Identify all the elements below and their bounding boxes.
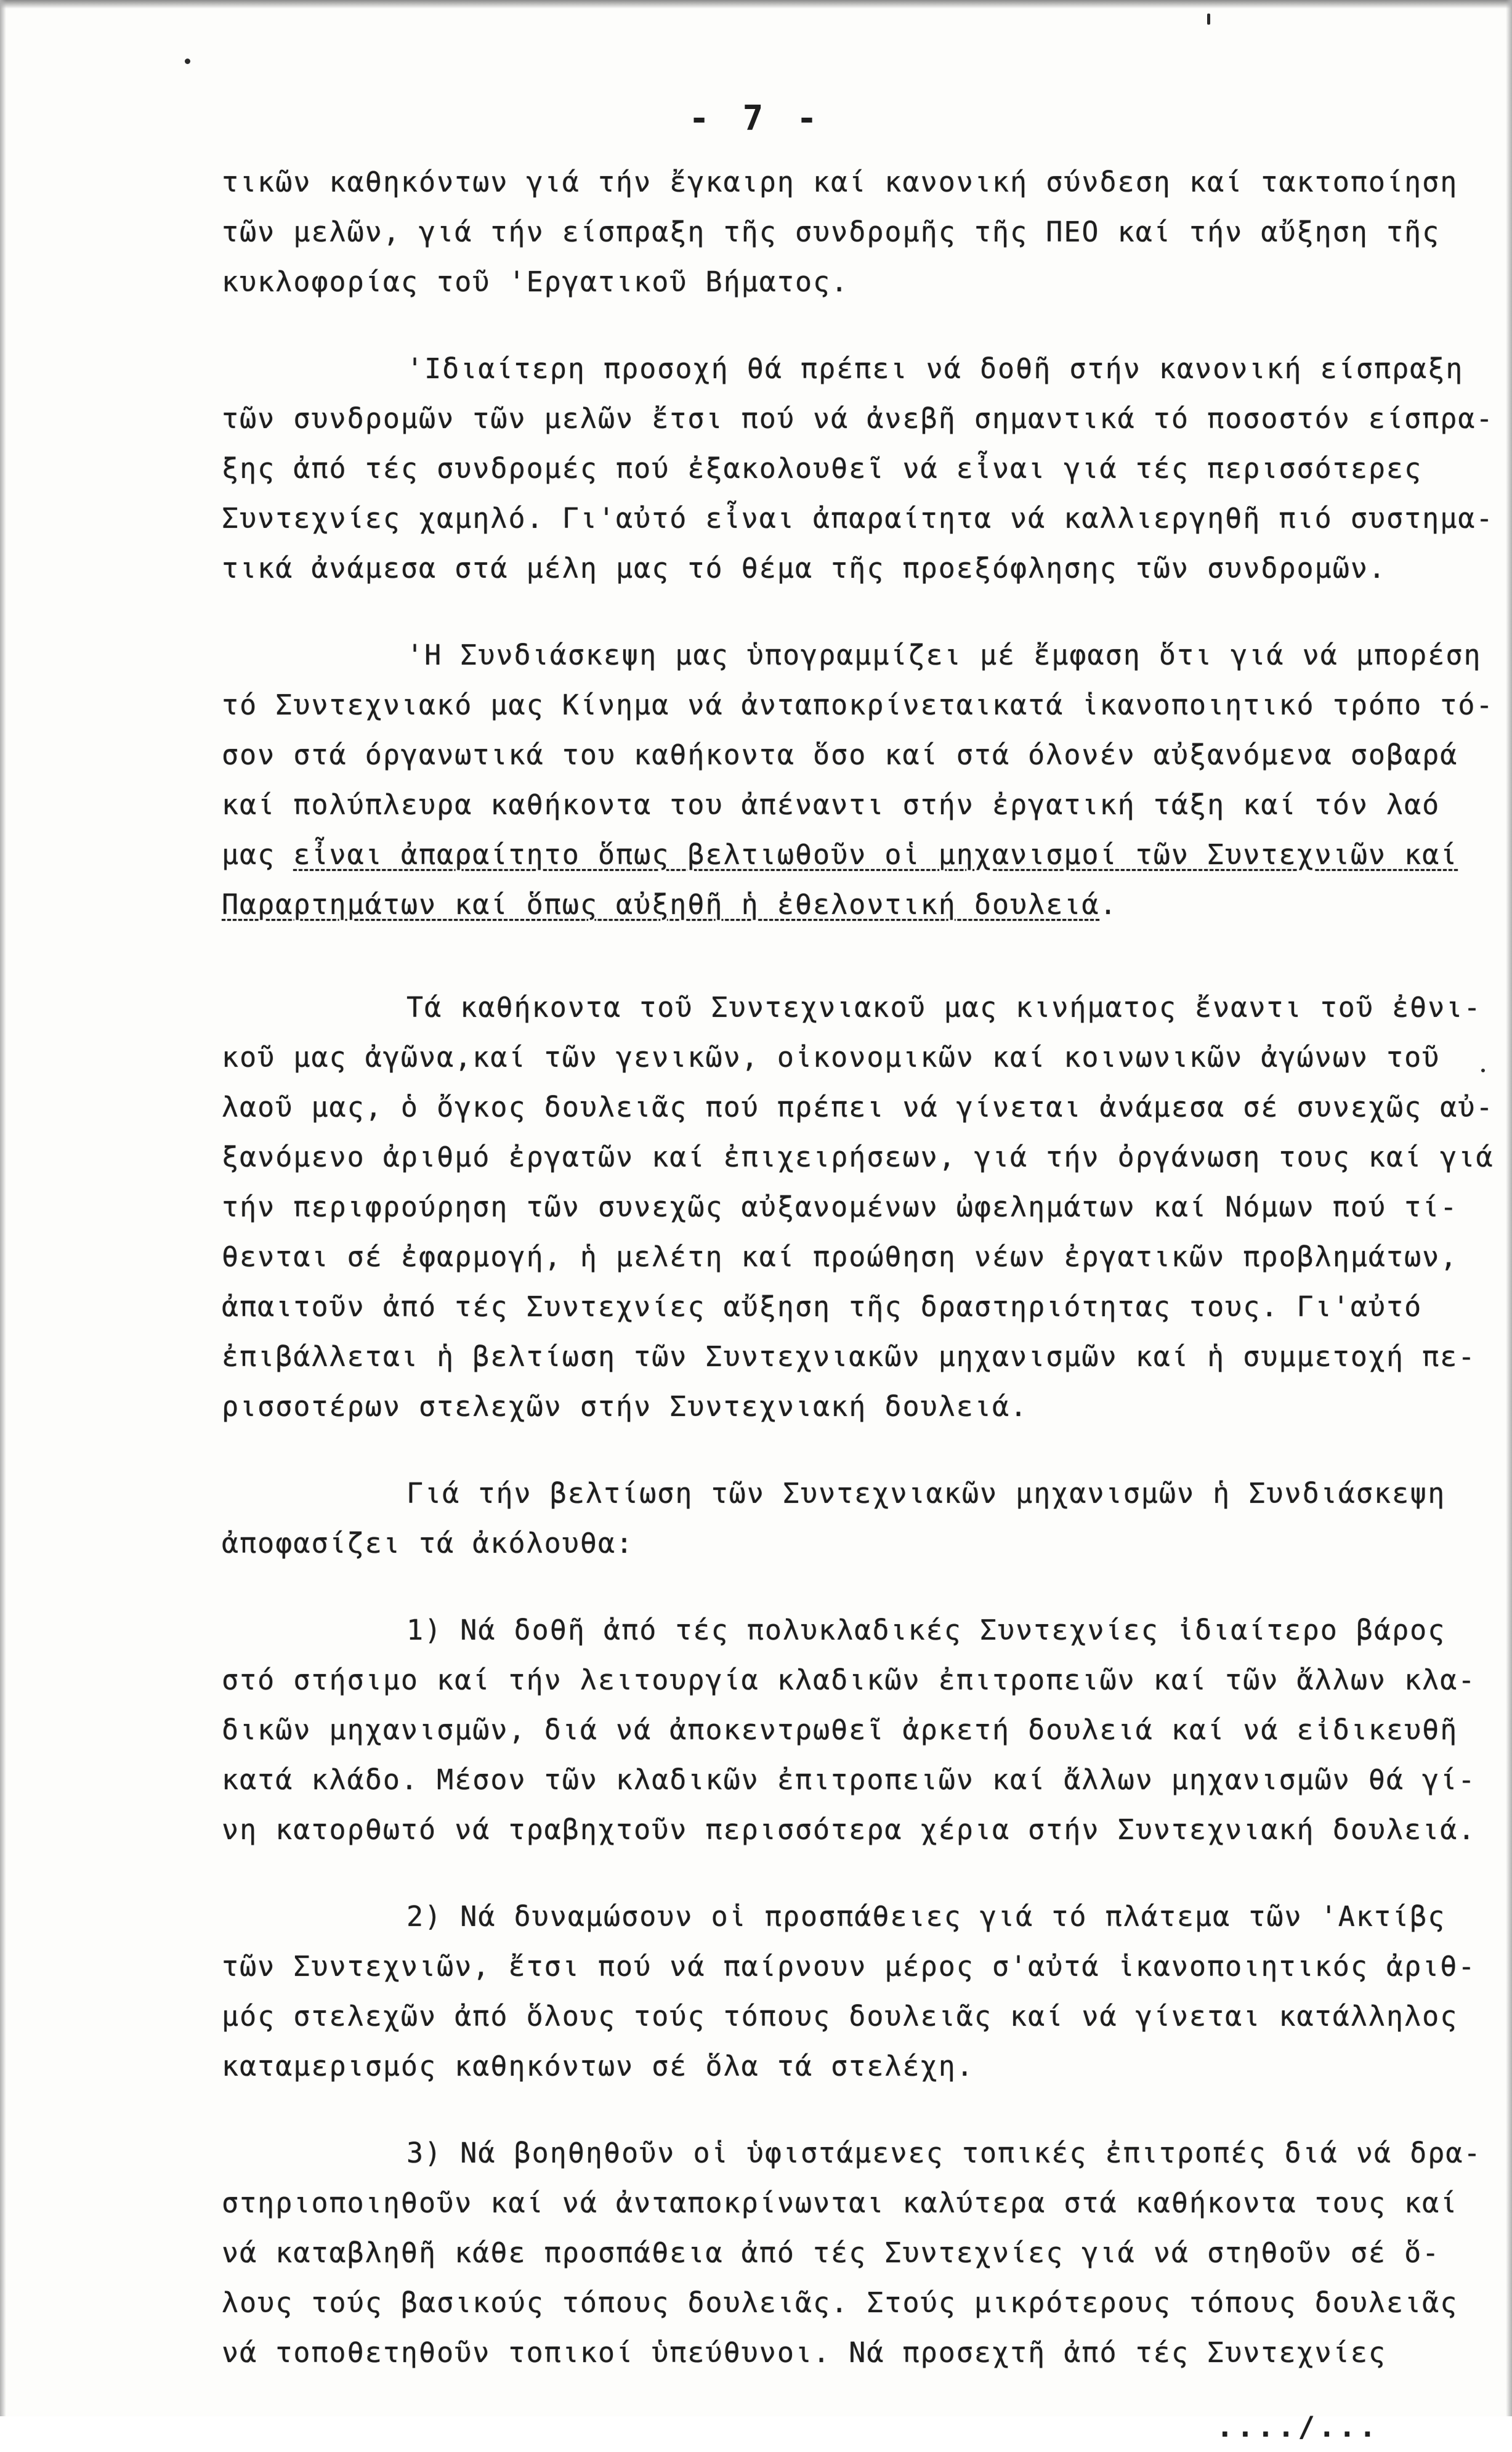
text-line: νά τοποθετηθοῦν τοπικοί ὑπεύθυνοι. Νά προσεχτῆ ἀπό τές Συντεχνίες [222,2336,1386,2369]
text-line: 3) Νά βοηθηθοῦν οἱ ὑφιστάμενες τοπικές ἐπιτροπές διά νά δρα- [406,2137,1482,2169]
paragraph-4 [222,982,1494,1431]
text-line: μός στελεχῶν ἀπό ὅλους τούς τόπους δουλειᾶς καί νά γίνεται κατάλληλος [222,2000,1458,2033]
text-line: ἐπιβάλλεται ἡ βελτίωση τῶν Συντεχνιακῶν μηχανισμῶν καί ἡ συμμετοχή πε- [222,1340,1476,1373]
text-line: στηριοποιηθοῦν καί νά ἀνταποκρίνωνται καλύτερα στά καθήκοντα τους καί [222,2187,1458,2219]
paragraph-3 [222,630,1494,929]
text-segment: μας [222,838,294,871]
text-line: νη κατορθωτό νά τραβηχτοῦν περισσότερα χέρια στήν Συντεχνιακή δουλειά. [222,1813,1476,1846]
paragraph-2 [222,344,1494,593]
scan-speck [1481,1069,1485,1072]
text-line: 1) Νά δοθῆ ἀπό τές πολυκλαδικές Συντεχνίες ἰδιαίτερο βάρος [406,1614,1446,1646]
text-line: ξανόμενο ἀριθμό ἐργατῶν καί ἐπιχειρήσεων, γιά τήν ὀργάνωση τους καί γιά [222,1141,1494,1173]
decision-item-2 [222,1892,1476,2091]
text-line: κοῦ μας ἀγῶνα,καί τῶν γενικῶν, οἰκονομικῶν καί κοινωνικῶν ἀγώνων τοῦ [222,1041,1441,1074]
scan-speck [1207,14,1210,25]
text-line: τικῶν καθηκόντων γιά τήν ἔγκαιρη καί κανονική σύνδεση καί τακτοποίηση [222,166,1458,198]
text-line: λους τούς βασικούς τόπους δουλειᾶς. Στούς μικρότερους τόπους δουλειᾶς [222,2286,1458,2319]
text-line: 2) Νά δυναμώσουν οἱ προσπάθειες γιά τό πλάτεμα τῶν 'Ακτίβς [406,1900,1446,1933]
decision-item-3 [222,2128,1482,2377]
text-line: ἀποφασίζει τά ἀκόλουθα: [222,1527,634,1560]
text-line: δικῶν μηχανισμῶν, διά νά ἀποκεντρωθεῖ ἀρκετή δουλειά καί νά εἰδικευθῆ [222,1714,1458,1746]
text-line [222,830,1458,880]
text-line: Τά καθήκοντα τοῦ Συντεχνιακοῦ μας κινήματος ἔναντι τοῦ ἐθνι- [406,991,1482,1024]
text-line: 'Η Συνδιάσκεψη μας ὑπογραμμίζει μέ ἔμφαση ὅτι γιά νά μπορέση [406,639,1482,671]
text-line: νά καταβληθῆ κάθε προσπάθεια ἀπό τές Συντεχνίες γιά νά στηθοῦν σέ ὅ- [222,2236,1441,2269]
text-line: ἀπαιτοῦν ἀπό τές Συντεχνίες αὔξηση τῆς δραστηριότητας τους. Γι'αὐτό [222,1290,1423,1323]
decision-item-1 [222,1605,1476,1855]
text-line [222,880,1417,929]
text-line: καί πολύπλευρα καθήκοντα του ἀπέναντι στήν ἐργατική τάξη καί τόν λαό [222,788,1441,821]
text-line: λαοῦ μας, ὁ ὄγκος δουλειᾶς πού πρέπει νά γίνεται ἀνάμεσα σέ συνεχῶς αὐ- [222,1091,1494,1123]
text-line: τήν περιφρούρηση τῶν συνεχῶς αὐξανομένων ὠφελημάτων καί Νόμων πού τί- [222,1191,1458,1223]
scan-edge-left [0,0,6,2416]
text-line: κατά κλάδο. Μέσον τῶν κλαδικῶν ἐπιτροπειῶν καί ἄλλων μηχανισμῶν θά γί- [222,1763,1476,1796]
scan-speck [185,59,190,64]
paragraph-1 [222,157,1458,307]
text-line: τῶν Συντεχνιῶν, ἔτσι πού νά παίρνουν μέρος σ'αὐτά ἱκανοποιητικός ἀριθ- [222,1950,1476,1983]
text-line: 'Ιδιαίτερη προσοχή θά πρέπει νά δοθῆ στήν κανονική είσπραξη [406,352,1464,385]
text-line: καταμερισμός καθηκόντων σέ ὅλα τά στελέχη. [222,2050,974,2082]
text-line: σον στά όργανωτικά του καθήκοντα ὅσο καί στά όλονέν αὐξανόμενα σοβαρά [222,738,1458,771]
paragraph-5 [222,1468,1446,1568]
text-line: κυκλοφορίας τοῦ 'Εργατικοῦ Βήματος. [222,265,849,298]
underlined-text: εἶναι ἀπαραίτητο ὅπως βελτιωθοῦν οἱ μηχανισμοί τῶν Συντεχνιῶν καί [293,838,1458,871]
document-body [222,157,1494,2452]
page-number: - 7 - [689,99,823,139]
text-line: στό στήσιμο καί τήν λειτουργία κλαδικῶν ἐπιτροπειῶν καί τῶν ἄλλων κλα- [222,1664,1476,1696]
text-line: ξης ἀπό τές συνδρομές πού ἐξακολουθεῖ νά εἶναι γιά τές περισσότερες [222,452,1423,485]
text-segment: . [1099,888,1118,921]
continuation-mark: ..../... [1216,2411,1380,2443]
scan-edge-right [1506,0,1512,2416]
text-line: Γιά τήν βελτίωση τῶν Συντεχνιακῶν μηχανισμῶν ἡ Συνδιάσκεψη [406,1477,1446,1510]
text-line: ρισσοτέρων στελεχῶν στήν Συντεχνιακή δουλειά. [222,1390,1029,1423]
text-line: τικά ἀνάμεσα στά μέλη μας τό θέμα τῆς προεξόφλησης τῶν συνδρομῶν. [222,552,1386,585]
text-line: θενται σέ ἐφαρμογή, ἡ μελέτη καί προώθηση νέων ἐργατικῶν προβλημάτων, [222,1240,1458,1273]
underlined-text: Παραρτημάτων καί ὅπως αὐξηθῆ ἡ ἐθελοντική δουλειά [222,888,1100,921]
text-line: τῶν συνδρομῶν τῶν μελῶν ἔτσι πού νά ἀνεβῆ σημαντικά τό ποσοστόν είσπρα- [222,402,1494,435]
scan-edge-top [0,0,1512,9]
text-line: τῶν μελῶν, γιά τήν είσπραξη τῆς συνδρομῆς τῆς ΠΕΟ καί τήν αὔξηση τῆς [222,216,1441,248]
text-line: Συντεχνίες χαμηλό. Γι'αὐτό εἶναι ἀπαραίτητα νά καλλιεργηθῆ πιό συστημα- [222,502,1494,535]
text-line: τό Συντεχνιακό μας Κίνημα νά ἀνταποκρίνεταικατά ἱκανοποιητικό τρόπο τό- [222,689,1494,721]
